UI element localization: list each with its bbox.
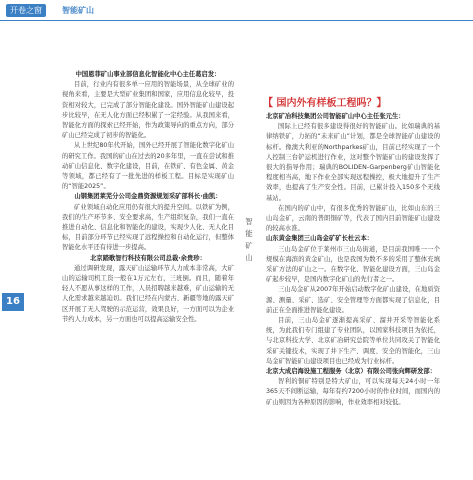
header-title: 智能矿山: [62, 6, 94, 15]
section-heading: 【 国内外有样板工程吗？】: [263, 98, 387, 109]
speaker-heading: 北京大成启海设施工程服务（北京）有限公司张向辉研发部：: [266, 368, 437, 376]
left-column: [62, 70, 234, 325]
paragraph: 三山岛金矿从2007年开始启动数字化矿山建设，在地质资源、测量、采矿、选矿、安全管理等方面都实现了信息化，目前正在全面推进智能化建设。: [266, 286, 440, 314]
paragraph: 矿业领域自动化应用仍有很大的提升空间。以铁矿为例，我们的生产环节多、安全要求高，生产组织复杂，我们一直在推进自动化、信息化和智能化的建设，实现少人化、无人化目标，目前部分环节已经实现了远程操控和自动化运行，但整体智能化水平还有待进一步提高。: [62, 203, 234, 252]
paragraph: 目前，行业内有很多单一应用的智能场景，从全球矿业的视角来看，主要是大型矿业集团和国家，应用信息化较早，投资相对较大，已完成了部分智能化建设。国外智能矿山建设起步比较早，在无人化方面已经积累了一定经验。从我国来看，智能化方面的探索已经开始，作为政策导向的重点方向，部分矿山已经完成了初步的智能化。: [62, 81, 234, 140]
section-tag: 开卷之窗: [6, 4, 46, 17]
paragraph: 国际上已经有很多建设得很好的智能矿山。比如瑞典的基律纳铁矿，力拓的“未来矿山”计划，都是全球智能矿山建设的标杆。像澳大利亚的Northparkes矿山，目前已经实现了一个人控制三台铲运机进行作业，这对整个智能矿山的建设发挥了很大的指导作用；瑞典的BOLIDEN-Garpenberg矿山智能化程度相当高，地下作业全部实现远程操控，极大地提升了生产效率，也提高了生产安全性。目前，已累计投入150多个无线基站。: [266, 123, 440, 202]
speaker-heading: 北京矿冶科技集团公司智能矿山中心主任张元生：: [266, 113, 405, 120]
paragraph: 智利的铜矿特别是特大矿山，可以实现每天24小时一年365天不间断运输，每年有约7200小时的作业时间，而国内的矿山则因为各种原因的影响，作业效率相对较低。: [266, 378, 440, 406]
speaker-heading: 山钢集团莱芜分公司金鼎资源规划采矿部科长·曲凯：: [74, 193, 222, 201]
speaker-heading: 中国恩菲矿山事业部信息化智能化中心主任葛启发：: [75, 71, 221, 78]
vertical-side-label: 智能矿山: [245, 217, 253, 262]
paragraph: 从上世纪80年代开始，国外已经开展了智能化数字化矿山的研究工作。我国的矿山在过去的20多年里，一直在尝试和推动矿山信息化、数字化建设，目前，在铁矿、有色金属、黄金等领域，都已经有了一批先进的样板工程。目标是实现矿山的“智能2025”。: [62, 142, 234, 191]
paragraph: 在国内的矿山中，有很多优秀的智能矿山，比如山东的三山岛金矿，云南的普朗铜矿等，代表了国内目前智能矿山建设的较高水准。: [266, 204, 440, 233]
paragraph: 目前，三山岛金矿逐渐提高采矿、溜井开采等智能化系统，为此我们专门组建了专业团队，以国家科技项目为依托，与北京科技大学、北京矿冶研究总院等单位共同攻关了智能化采矿关键技术，实现了井下生产、调度、安全的智能化，三山岛金矿智能矿山建设项目也已经成为行业标杆。: [266, 317, 440, 365]
paragraph: 通过调研发现，露天矿山运输环节人力成本非常高，大矿山的运输司机工资一般在1万元左右，三班倒。而且，随着年轻人不愿从事这样的工作，人员招聘越来越难，矿山运输的无人化需求越来越迫切。我们已经在内蒙古、新疆等地的露天矿区开展了无人驾驶的示范运营，效果良好，一方面可以为企业节约人力成本，另一方面也可以提高运输安全性。: [62, 264, 234, 323]
right-column: [266, 112, 440, 408]
speaker-heading: 北京踏歌智行科技有限公司总裁·余贵珍：: [90, 254, 206, 262]
speaker-heading: 山东黄金集团三山岛金矿矿长杜云本：: [266, 235, 374, 243]
page-header: [0, 0, 473, 22]
header-divider: [0, 20, 473, 21]
paragraph: 三山岛金矿位于莱州市三山岛街道，是目前我国唯一一个规模在海滨的黄金矿山，也是我国为数不多的采用了整体充填采矿方法的矿山之一。在数字化、智能化建设方面，三山岛金矿起步较早，是国内数字化矿山的先行者之一。: [266, 245, 440, 284]
page-number: 16: [2, 293, 24, 311]
